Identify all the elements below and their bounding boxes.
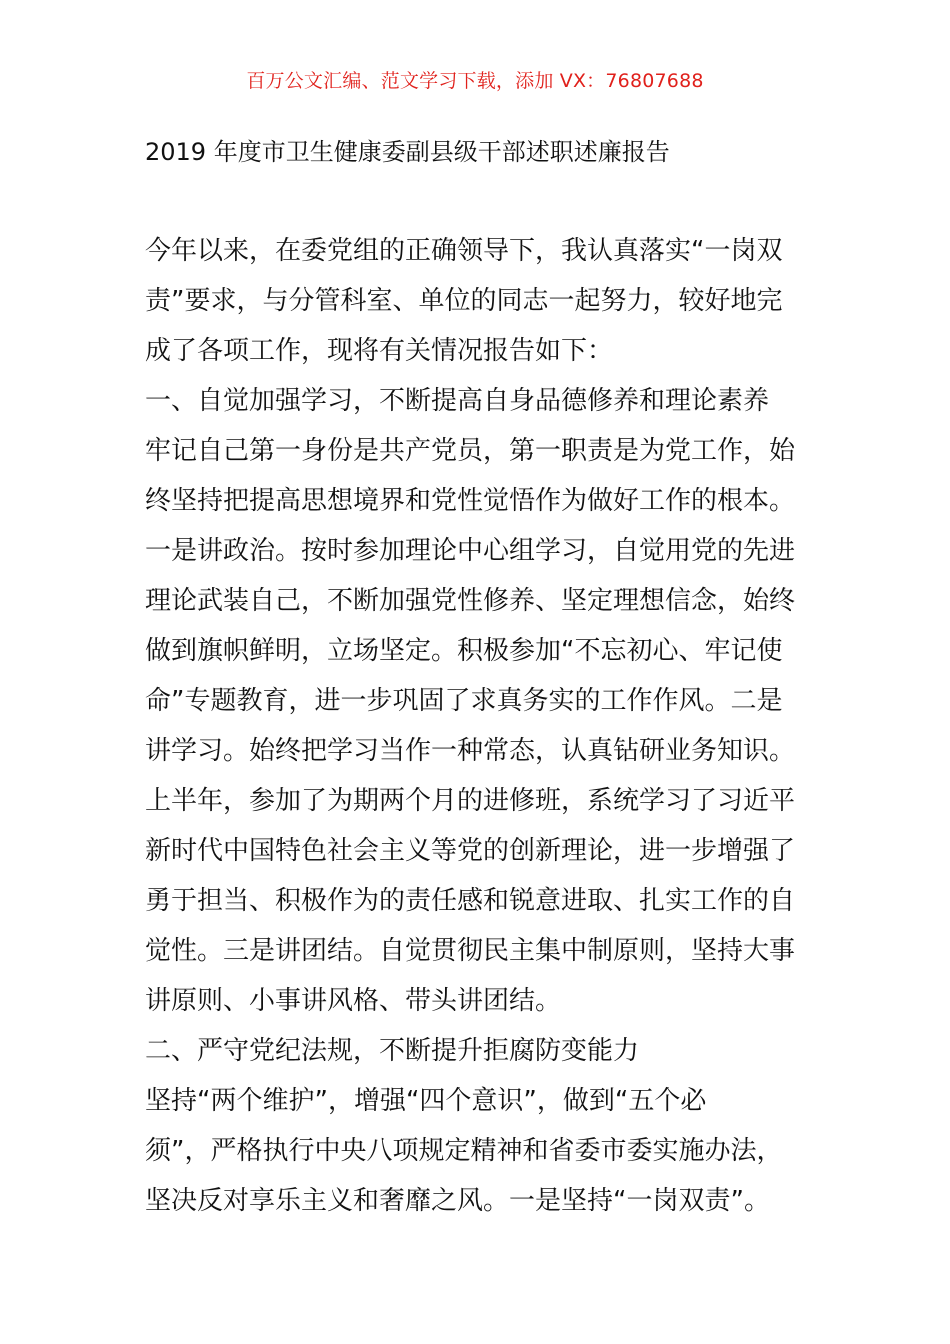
body-line: 讲学习。始终把学习当作一种常态，认真钻研业务知识。	[145, 736, 796, 766]
body-line: 做到旗帜鲜明，立场坚定。积极参加“不忘初心、牢记使	[145, 636, 783, 666]
body-line: 新时代中国特色社会主义等党的创新理论，进一步增强了	[145, 836, 796, 866]
body-line: 责”要求，与分管科室、单位的同志一起努力，较好地完	[145, 286, 783, 316]
body-line: 上半年，参加了为期两个月的进修班，系统学习了习近平	[145, 786, 796, 816]
body-line: 今年以来，在委党组的正确领导下，我认真落实“一岗双	[145, 236, 783, 266]
body-line: 理论武装自己，不断加强党性修养、坚定理想信念，始终	[145, 586, 796, 616]
document-body	[145, 226, 815, 1226]
body-line: 命”专题教育，进一步巩固了求真务实的工作作风。二是	[145, 686, 783, 716]
body-line: 成了各项工作，现将有关情况报告如下：	[145, 336, 614, 366]
body-line: 牢记自己第一身份是共产党员，第一职责是为党工作，始	[145, 436, 796, 466]
body-line: 坚决反对享乐主义和奢靡之风。一是坚持“一岗双责”。	[145, 1186, 770, 1216]
section-heading-2: 二、严守党纪法规，不断提升拒腐防变能力	[145, 1036, 640, 1066]
header-promo-note: 百万公文汇编、范文学习下载，添加 VX：76807688	[246, 70, 704, 92]
section-heading-1: 一、自觉加强学习，不断提高自身品德修养和理论素养	[145, 386, 770, 416]
body-line: 觉性。三是讲团结。自觉贯彻民主集中制原则，坚持大事	[145, 936, 796, 966]
body-line: 须”，严格执行中央八项规定精神和省委市委实施办法，	[145, 1136, 783, 1166]
body-line: 勇于担当、积极作为的责任感和锐意进取、扎实工作的自	[145, 886, 796, 916]
body-line: 讲原则、小事讲风格、带头讲团结。	[145, 986, 562, 1016]
body-line: 一是讲政治。按时参加理论中心组学习，自觉用党的先进	[145, 536, 796, 566]
body-line: 坚持“两个维护”，增强“四个意识”，做到“五个必	[145, 1086, 707, 1116]
body-line: 终坚持把提高思想境界和党性觉悟作为做好工作的根本。	[145, 486, 796, 516]
document-title: 2019 年度市卫生健康委副县级干部述职述廉报告	[145, 138, 670, 166]
